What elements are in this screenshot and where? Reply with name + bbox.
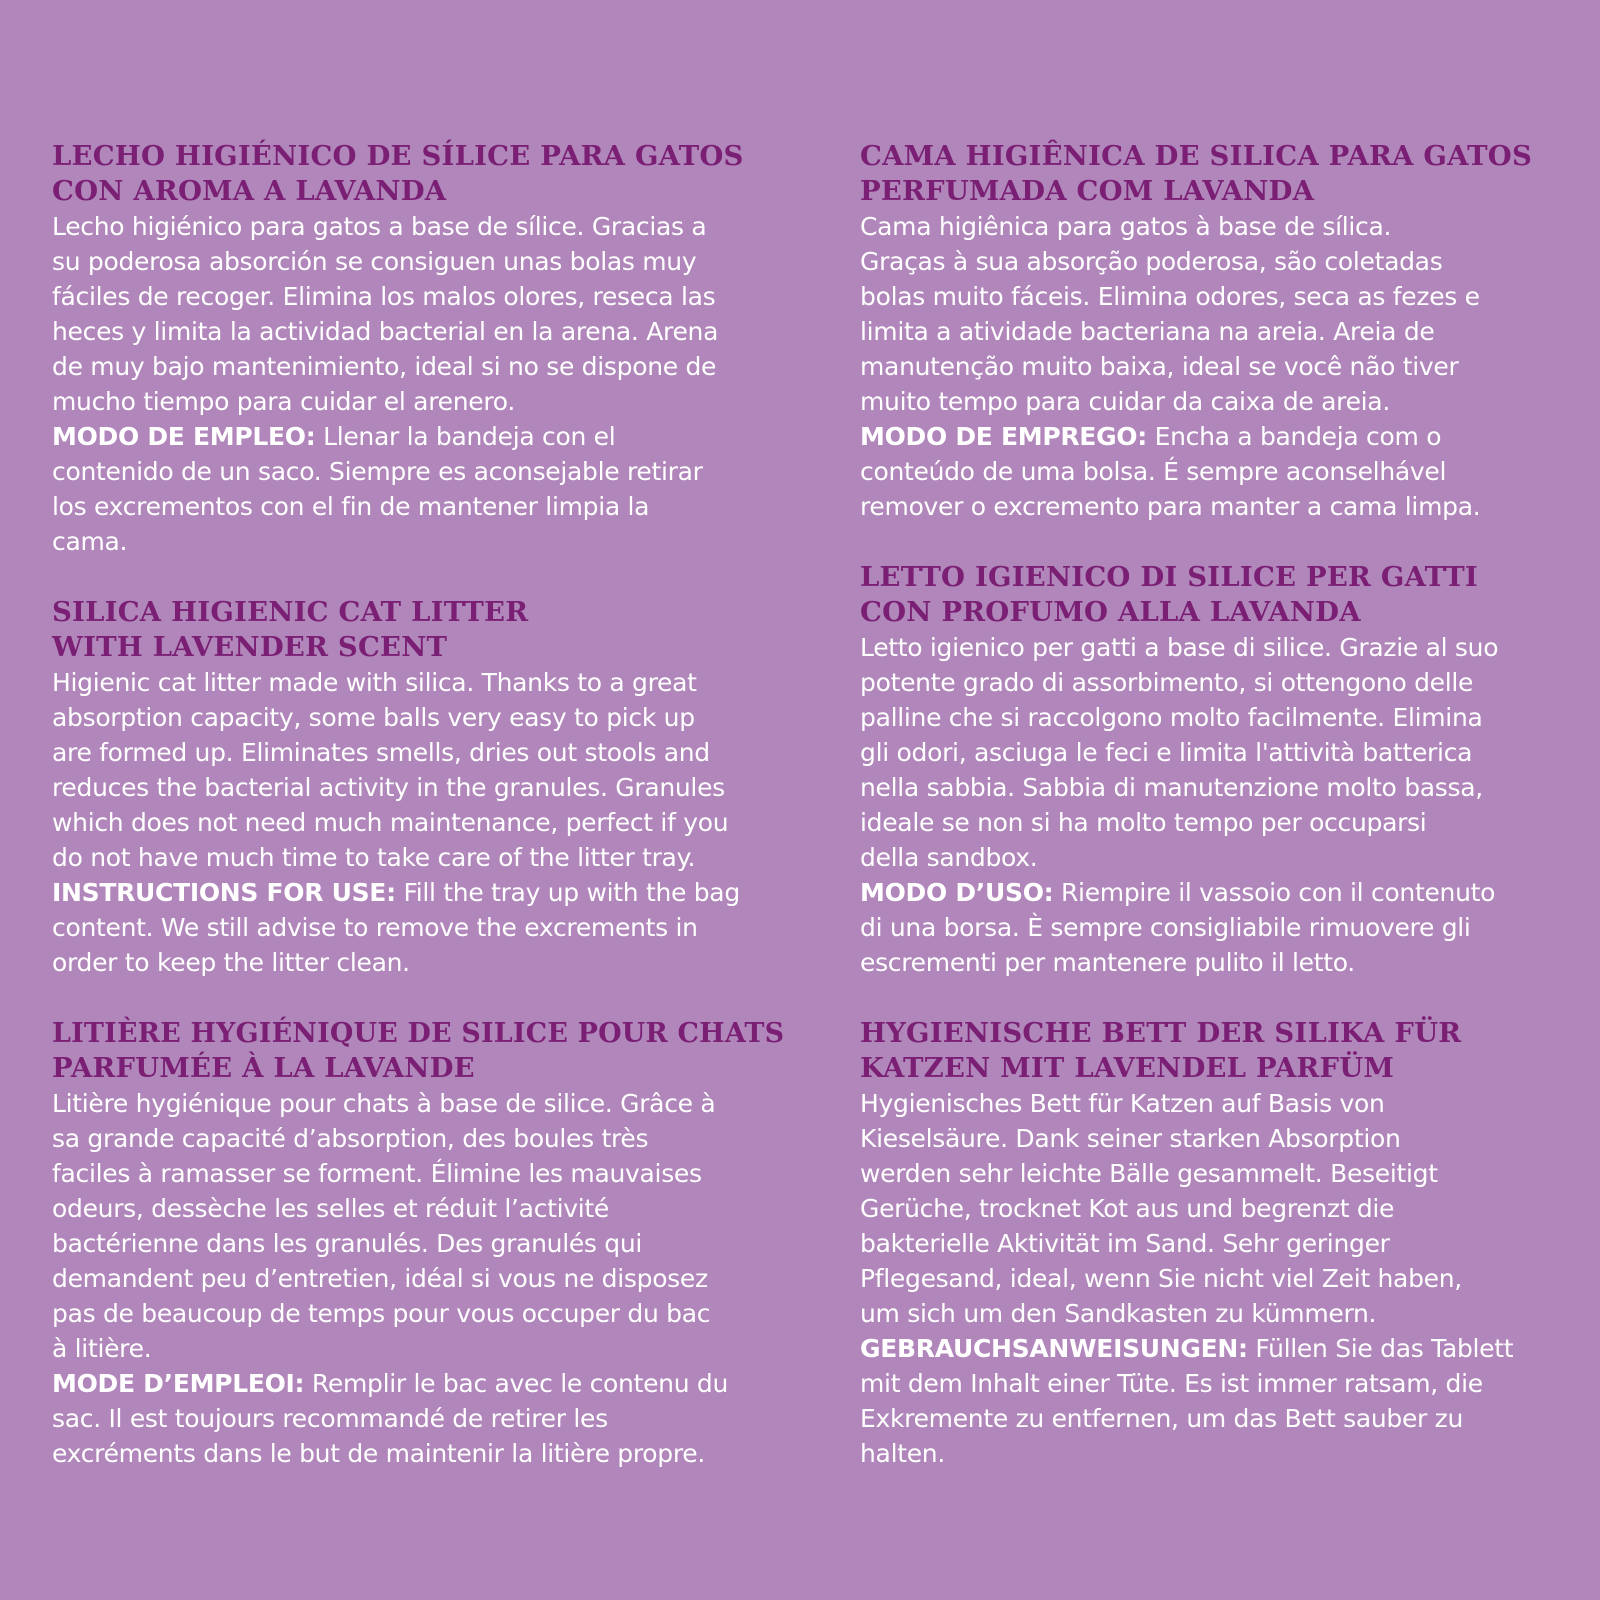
instructions-line: order to keep the litter clean.: [52, 948, 410, 977]
section-pt: [860, 139, 1565, 524]
description-line: gli odori, asciuga le feci e limita l'attività batterica: [860, 738, 1473, 767]
section-en: [52, 595, 792, 980]
section-body: [52, 209, 792, 559]
instructions-line: los excrementos con el fin de mantener limpia la: [52, 492, 650, 521]
instructions-line: di una borsa. È sempre consigliabile rimuovere gli: [860, 913, 1471, 942]
instructions-line: halten.: [860, 1439, 945, 1468]
section-fr: [52, 1016, 792, 1471]
description-line: odeurs, dessèche les selles et réduit l’activité: [52, 1194, 610, 1223]
instructions-line: excréments dans le but de maintenir la litière propre.: [52, 1439, 706, 1468]
section-es: [52, 139, 792, 559]
right-column: [860, 139, 1565, 1471]
section-title: [52, 139, 792, 209]
description-line: Higienic cat litter made with silica. Thanks to a great: [52, 668, 697, 697]
description-line: absorption capacity, some balls very easy to pick up: [52, 703, 695, 732]
description-line: à litière.: [52, 1334, 152, 1363]
description-line: reduces the bacterial activity in the granules. Granules: [52, 773, 725, 802]
description-line: nella sabbia. Sabbia di manutenzione molto bassa,: [860, 773, 1483, 802]
section-body: [52, 1086, 792, 1471]
section-title: [860, 1016, 1565, 1086]
instructions-first-line: [52, 1366, 792, 1401]
description-line: muito tempo para cuidar da caixa de areia.: [860, 387, 1390, 416]
description-line: Lecho higiénico para gatos a base de sílice. Gracias a: [52, 212, 707, 241]
instructions-text: Llenar la bandeja con el: [315, 422, 616, 451]
instructions-first-line: [52, 875, 792, 910]
description-line: bactérienne dans les granulés. Des granulés qui: [52, 1229, 643, 1258]
instructions-line: Exkremente zu entfernen, um das Bett sauber zu: [860, 1404, 1464, 1433]
section-body: [52, 665, 792, 980]
instructions-text: Riempire il vassoio con il contenuto: [1053, 878, 1496, 907]
description-line: limita a atividade bacteriana na areia. Areia de: [860, 317, 1435, 346]
instructions-line: cama.: [52, 527, 128, 556]
description-line: Hygienisches Bett für Katzen auf Basis von: [860, 1089, 1385, 1118]
instructions-line: content. We still advise to remove the excrements in: [52, 913, 698, 942]
instructions-text: Remplir le bac avec le contenu du: [304, 1369, 729, 1398]
title-line: LETTO IGIENICO DI SILICE PER GATTI: [860, 561, 1478, 593]
instructions-line: contenido de un saco. Siempre es aconsejable retirar: [52, 457, 703, 486]
title-line: KATZEN MIT LAVENDEL PARFÜM: [860, 1052, 1395, 1084]
section-title: [52, 1016, 792, 1086]
title-line: HYGIENISCHE BETT DER SILIKA FÜR: [860, 1017, 1462, 1049]
instructions-line: mit dem Inhalt einer Tüte. Es ist immer ratsam, die: [860, 1369, 1483, 1398]
title-line: PERFUMADA COM LAVANDA: [860, 175, 1315, 207]
section-title: [860, 560, 1565, 630]
instructions-line: escrementi per mantenere pulito il letto.: [860, 948, 1355, 977]
section-title: [52, 595, 792, 665]
description-line: do not have much time to take care of the litter tray.: [52, 843, 696, 872]
instructions-label: INSTRUCTIONS FOR USE:: [52, 878, 396, 907]
description-line: mucho tiempo para cuidar el arenero.: [52, 387, 515, 416]
description-line: bolas muito fáceis. Elimina odores, seca as fezes e: [860, 282, 1480, 311]
title-line: SILICA HIGIENIC CAT LITTER: [52, 596, 529, 628]
section-de: [860, 1016, 1565, 1471]
description-line: de muy bajo mantenimiento, ideal si no se dispone de: [52, 352, 717, 381]
title-line: PARFUMÉE À LA LAVANDE: [52, 1052, 475, 1084]
title-line: LECHO HIGIÉNICO DE SÍLICE PARA GATOS: [52, 140, 744, 172]
instructions-first-line: [860, 875, 1565, 910]
left-column: [52, 139, 792, 1471]
instructions-label: MODO DE EMPLEO:: [52, 422, 316, 451]
description-line: faciles à ramasser se forment. Élimine les mauvaises: [52, 1159, 702, 1188]
description-line: werden sehr leichte Bälle gesammelt. Beseitigt: [860, 1159, 1438, 1188]
description-line: Letto igienico per gatti a base di silice. Grazie al suo: [860, 633, 1499, 662]
instructions-label: MODE D’EMPLEOI:: [52, 1369, 305, 1398]
description-line: pas de beaucoup de temps pour vous occuper du bac: [52, 1299, 711, 1328]
section-body: [860, 209, 1565, 524]
description-line: potente grado di assorbimento, si ottengono delle: [860, 668, 1474, 697]
section-body: [860, 1086, 1565, 1471]
instructions-line: conteúdo de uma bolsa. É sempre aconselhável: [860, 457, 1447, 486]
title-line: LITIÈRE HYGIÉNIQUE DE SILICE POUR CHATS: [52, 1018, 785, 1049]
description-line: Litière hygiénique pour chats à base de silice. Grâce à: [52, 1089, 716, 1118]
instructions-first-line: [860, 419, 1565, 454]
description-line: um sich um den Sandkasten zu kümmern.: [860, 1299, 1377, 1328]
instructions-line: remover o excremento para manter a cama limpa.: [860, 492, 1481, 521]
description-line: manutenção muito baixa, ideal se você não tiver: [860, 352, 1459, 381]
description-line: fáciles de recoger. Elimina los malos olores, reseca las: [52, 282, 716, 311]
description-line: Gerüche, trocknet Kot aus und begrenzt die: [860, 1194, 1395, 1223]
instructions-label: MODO DE EMPREGO:: [860, 422, 1147, 451]
description-line: palline che si raccolgono molto facilmente. Elimina: [860, 703, 1483, 732]
description-line: ideale se non si ha molto tempo per occuparsi: [860, 808, 1427, 837]
description-line: heces y limita la actividad bacterial en la arena. Arena: [52, 317, 719, 346]
description-line: Pflegesand, ideal, wenn Sie nicht viel Zeit haben,: [860, 1264, 1462, 1293]
instructions-label: MODO D’USO:: [860, 878, 1054, 907]
title-line: CAMA HIGIÊNICA DE SILICA PARA GATOS: [860, 140, 1533, 172]
instructions-first-line: [52, 419, 792, 454]
description-line: Cama higiênica para gatos à base de sílica.: [860, 212, 1392, 241]
title-line: CON AROMA A LAVANDA: [52, 175, 447, 207]
instructions-text: Encha a bandeja com o: [1146, 422, 1442, 451]
instructions-line: sac. Il est toujours recommandé de retirer les: [52, 1404, 608, 1433]
section-title: [860, 139, 1565, 209]
instructions-text: Fill the tray up with the bag: [395, 878, 740, 907]
description-line: are formed up. Eliminates smells, dries out stools and: [52, 738, 710, 767]
instructions-text: Füllen Sie das Tablett: [1247, 1334, 1514, 1363]
description-line: which does not need much maintenance, perfect if you: [52, 808, 729, 837]
description-line: Graças à sua absorção poderosa, são coletadas: [860, 247, 1443, 276]
description-line: su poderosa absorción se consiguen unas bolas muy: [52, 247, 697, 276]
instructions-label: GEBRAUCHSANWEISUNGEN:: [860, 1334, 1248, 1363]
section-body: [860, 630, 1565, 980]
title-line: WITH LAVENDER SCENT: [52, 631, 448, 663]
description-line: bakterielle Aktivität im Sand. Sehr geringer: [860, 1229, 1390, 1258]
title-line: CON PROFUMO ALLA LAVANDA: [860, 596, 1361, 628]
instructions-first-line: [860, 1331, 1565, 1366]
description-line: sa grande capacité d’absorption, des boules très: [52, 1124, 649, 1153]
description-line: Kieselsäure. Dank seiner starken Absorption: [860, 1124, 1401, 1153]
description-line: demandent peu d’entretien, idéal si vous ne disposez: [52, 1264, 708, 1293]
description-line: della sandbox.: [860, 843, 1038, 872]
section-it: [860, 560, 1565, 980]
